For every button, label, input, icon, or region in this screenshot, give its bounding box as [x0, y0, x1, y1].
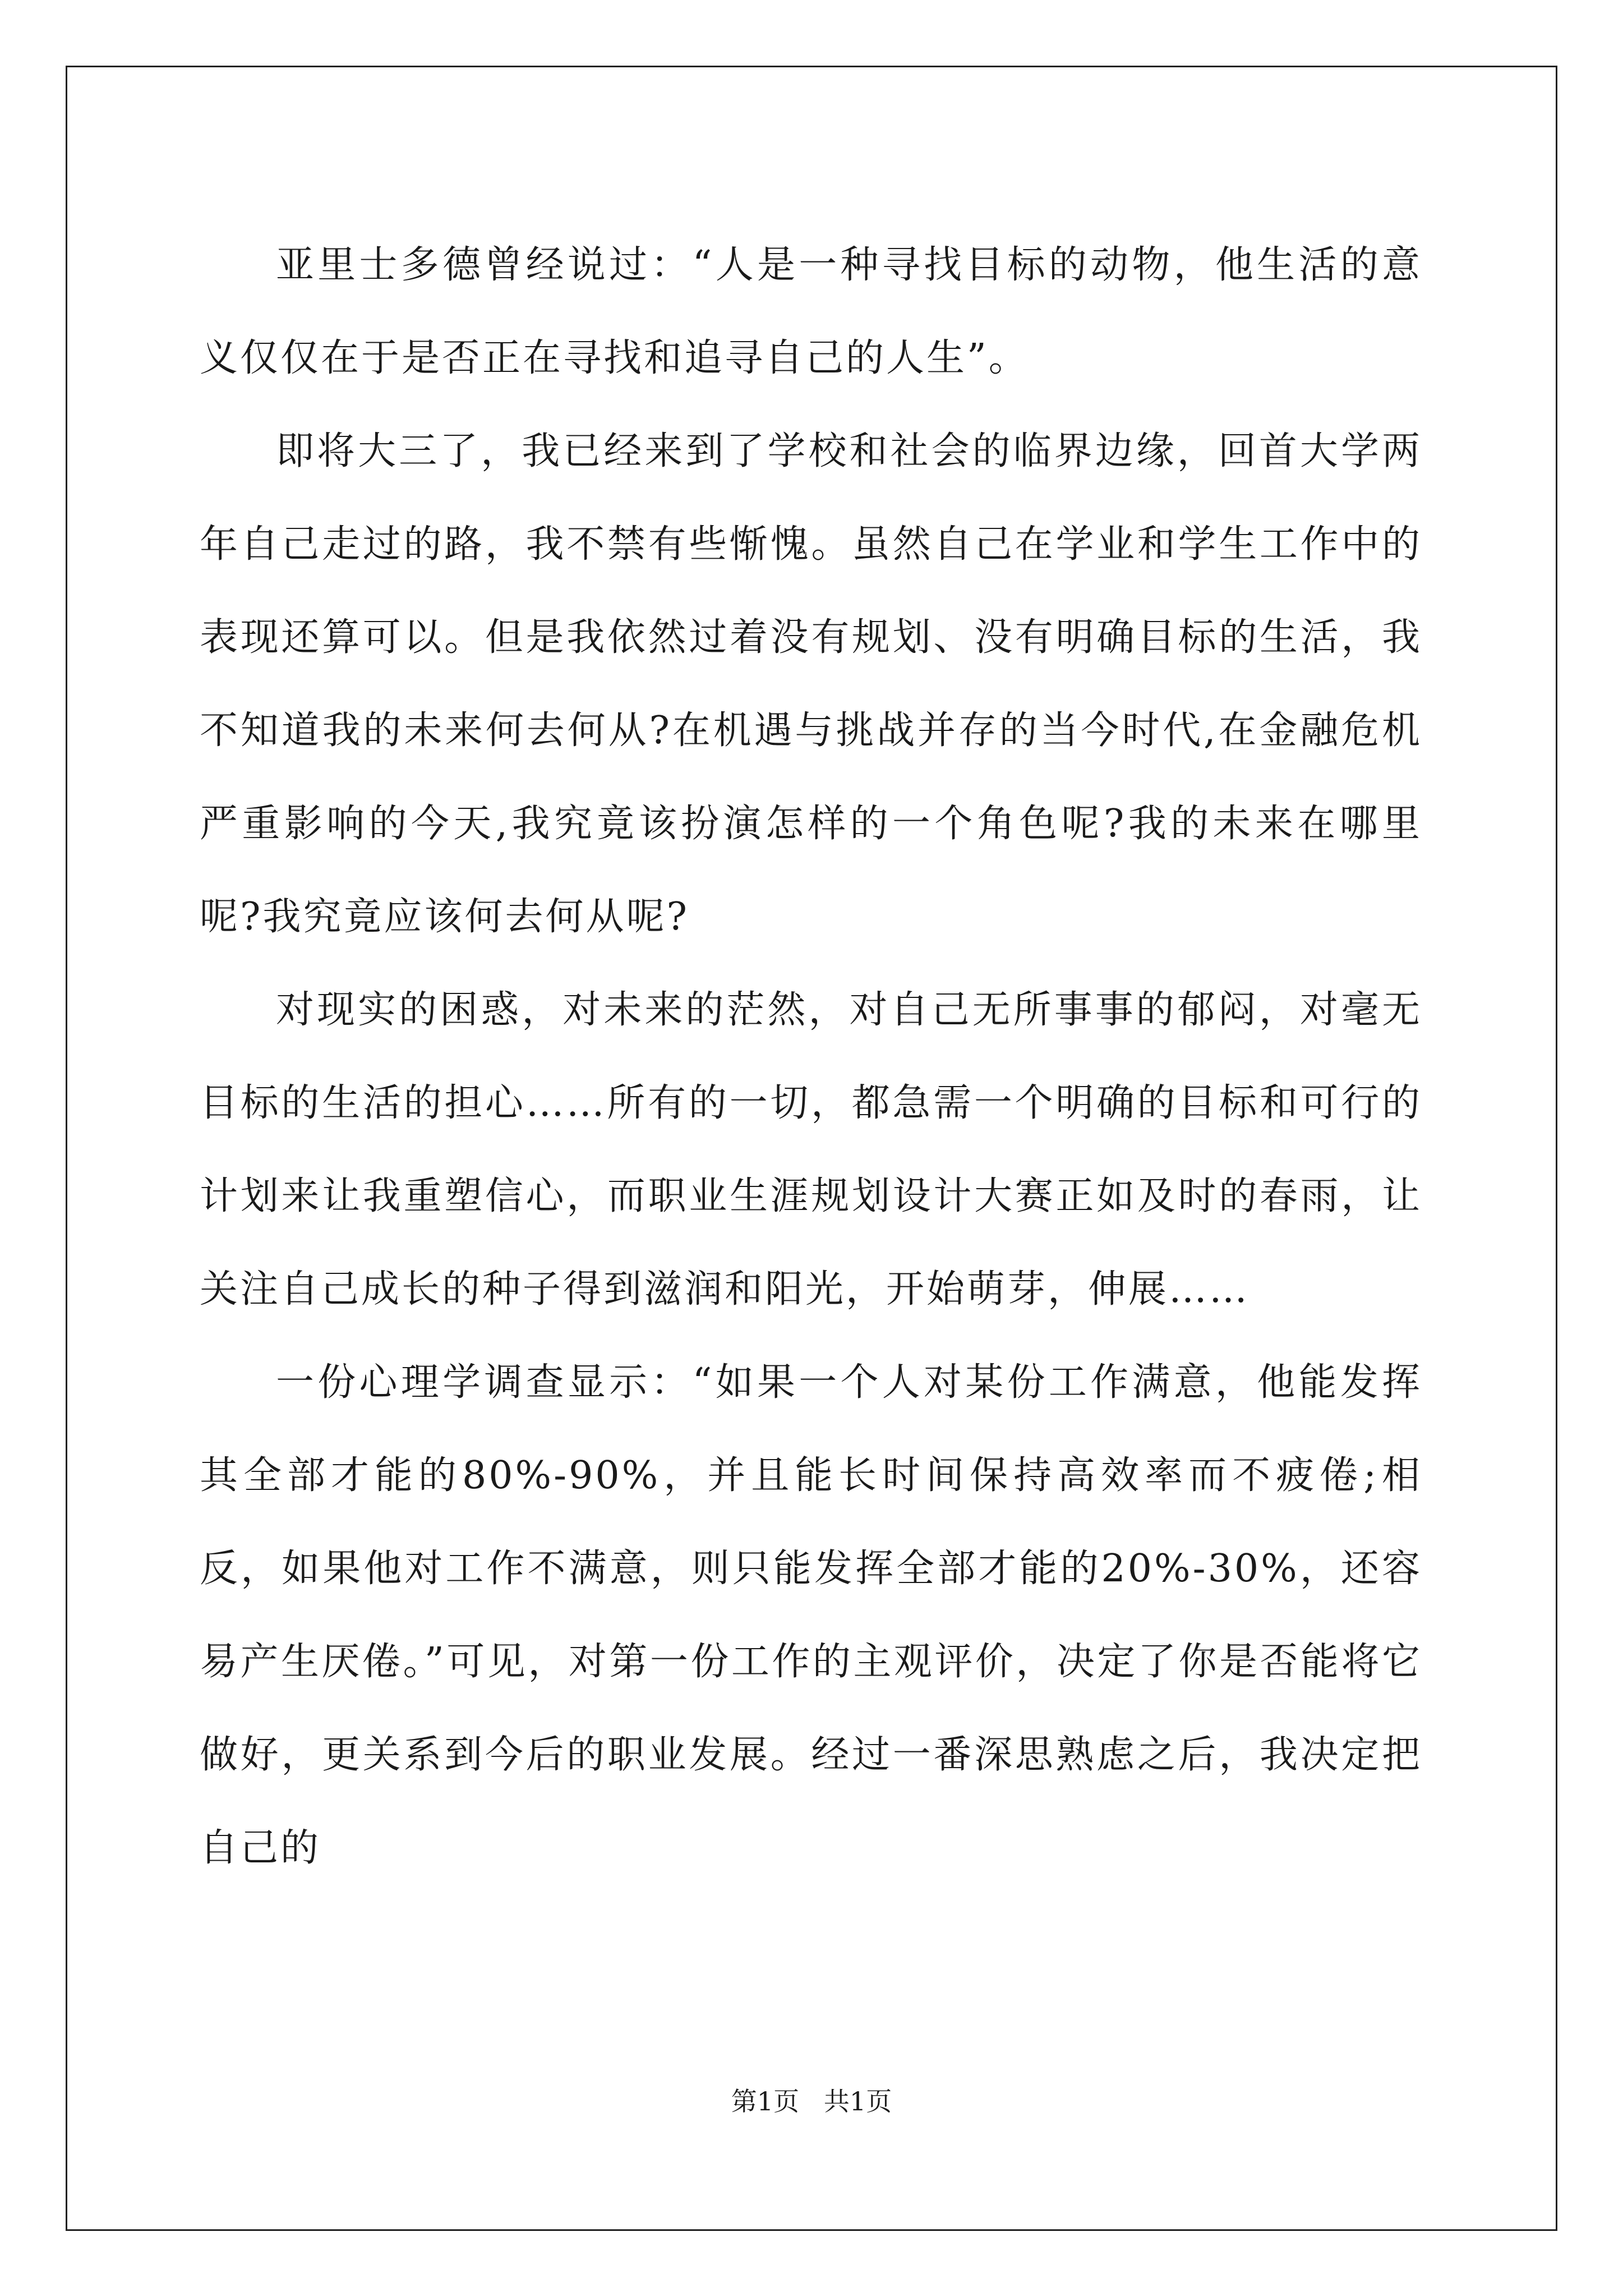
paragraph-psychology-survey: 一份心理学调查显示：“如果一个人对某份工作满意，他能发挥其全部才能的80%-90%，并且能长时间保持高效率而不疲倦;相反，如果他对工作不满意，则只能发挥全部才能的20%-30%，还容易产生厌倦。”可见，对第一份工作的主观评价，决定了你是否能将它做好，更关系到今后的职业发展。经过一番深思熟虑之后，我决定把自己的 — [200, 1360, 1422, 1870]
paragraph-junior-year-reflection: 即将大三了，我已经来到了学校和社会的临界边缘，回首大学两年自己走过的路，我不禁有些惭愧。虽然自己在学业和学生工作中的表现还算可以。但是我依然过着没有规划、没有明确目标的生活，我不知道我的未来何去何从?在机遇与挑战并存的当今时代,在金融危机严重影响的今天,我究竟该扮演怎样的一个角色呢?我的未来在哪里呢?我究竟应该何去何从呢? — [200, 429, 1422, 939]
page-number-footer: 第1页 共1页 — [731, 2086, 892, 2116]
paragraph-confusion: 对现实的困惑，对未来的茫然，对自己无所事事的郁闷，对毫无目标的生活的担心……所有的一切，都急需一个明确的目标和可行的计划来让我重塑信心，而职业生涯规划设计大赛正如及时的春雨，让关注自己成长的种子得到滋润和阳光，开始萌芽，伸展…… — [200, 988, 1422, 1312]
document-body — [200, 219, 1422, 1895]
paragraph-aristotle-quote: 亚里士多德曾经说过：“人是一种寻找目标的动物，他生活的意义仅仅在于是否正在寻找和追寻自己的人生”。 — [200, 243, 1422, 380]
